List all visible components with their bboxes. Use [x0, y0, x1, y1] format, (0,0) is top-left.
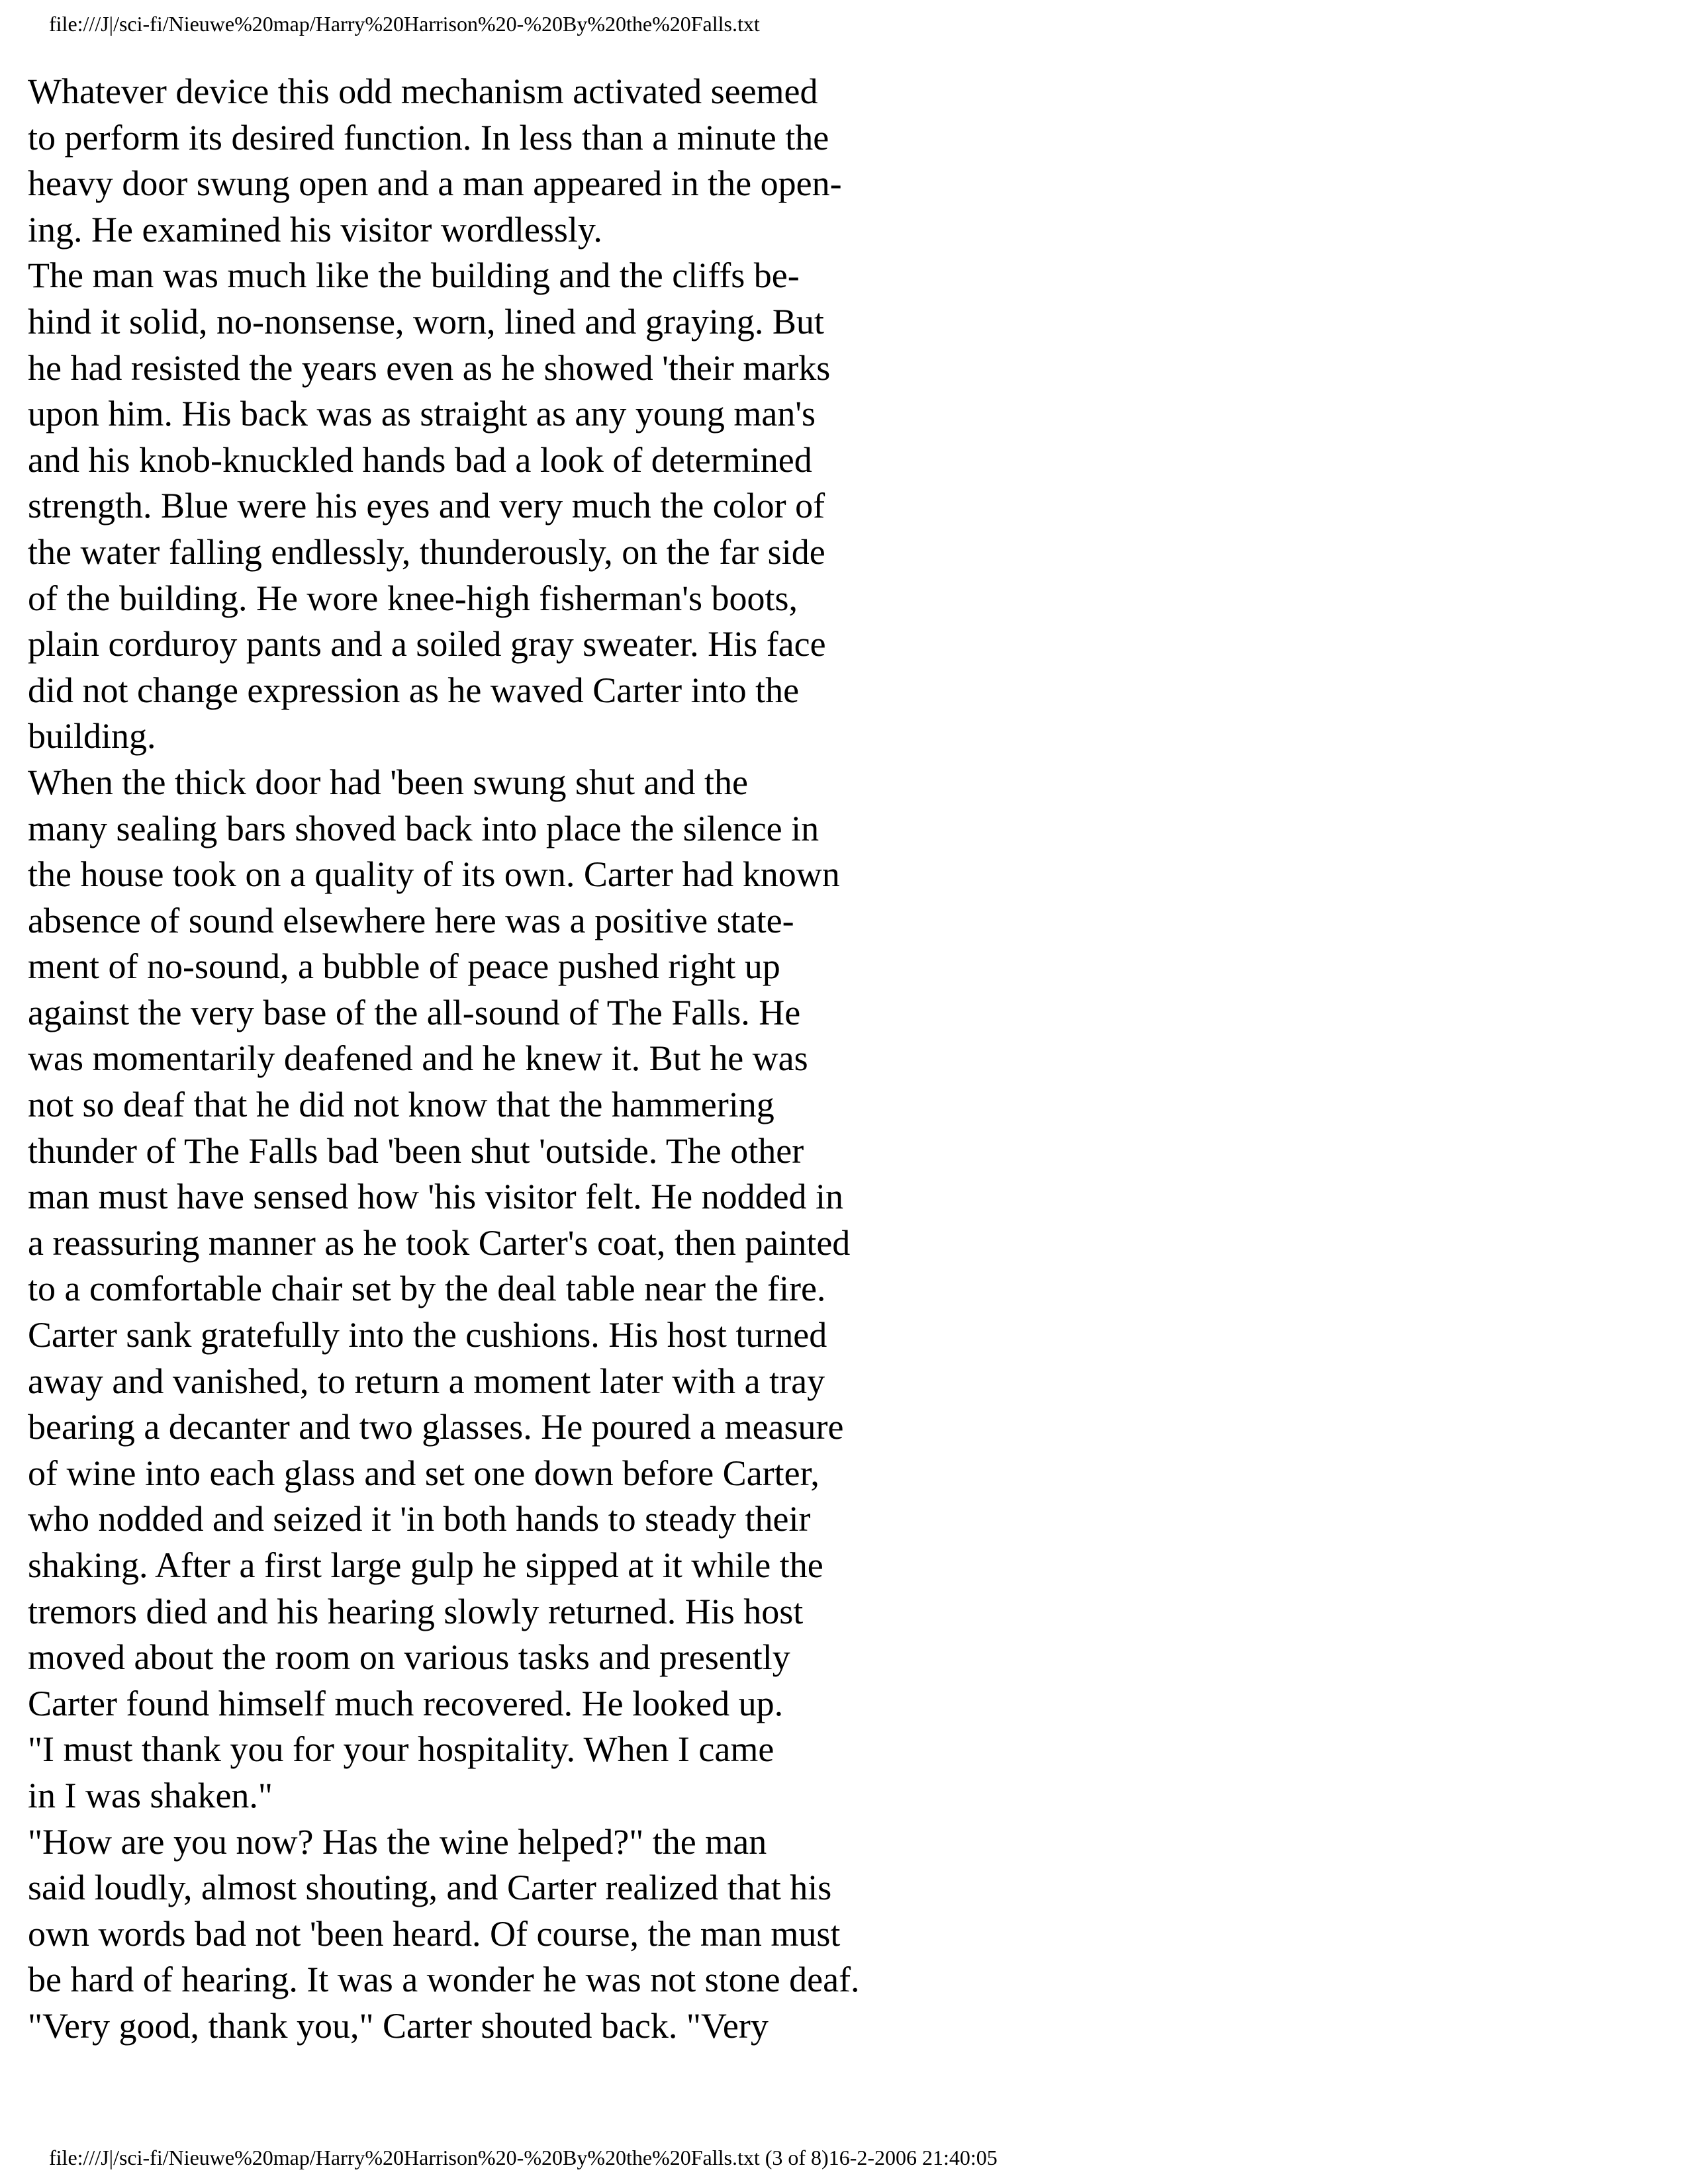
text-line: be hard of hearing. It was a wonder he was not stone deaf. — [28, 1960, 860, 2000]
text-line: against the very base of the all-sound of The Falls. He — [28, 992, 801, 1032]
text-line: not so deaf that he did not know that the hammering — [28, 1085, 774, 1125]
text-line: was momentarily deafened and he knew it. But he was — [28, 1038, 808, 1079]
text-line: and his knob-knuckled hands bad a look of determined — [28, 439, 812, 480]
text-line: Whatever device this odd mechanism activated seemed — [28, 71, 818, 111]
text-line: in I was shaken." — [28, 1775, 273, 1815]
text-line: the water falling endlessly, thunderously, on the far side — [28, 531, 825, 572]
text-line: thunder of The Falls bad 'been shut 'outside. The other — [28, 1130, 804, 1171]
text-line: bearing a decanter and two glasses. He poured a measure — [28, 1407, 844, 1447]
text-line: the house took on a quality of its own. Carter had known — [28, 854, 840, 895]
text-line: said loudly, almost shouting, and Carter realized that his — [28, 1868, 832, 1908]
header-file-path: file:///J|/sci-fi/Nieuwe%20map/Harry%20Harrison%20-%20By%20the%20Falls.txt — [49, 12, 760, 36]
text-line: who nodded and seized it 'in both hands to steady their — [28, 1499, 811, 1539]
text-line: a reassuring manner as he took Carter's coat, then painted — [28, 1222, 851, 1263]
text-line: did not change expression as he waved Carter into the — [28, 670, 800, 710]
text-line: strength. Blue were his eyes and very much the color of — [28, 486, 825, 526]
text-line: to a comfortable chair set by the deal table near the fire. — [28, 1269, 826, 1309]
text-line: When the thick door had 'been swung shut and the — [28, 762, 748, 802]
text-line: of the building. He wore knee-high fisherman's boots, — [28, 578, 798, 618]
text-line: of wine into each glass and set one down before Carter, — [28, 1453, 820, 1493]
text-line: shaking. After a first large gulp he sipped at it while the — [28, 1545, 823, 1585]
text-line: heavy door swung open and a man appeared in the open- — [28, 163, 842, 204]
text-line: own words bad not 'been heard. Of course, the man must — [28, 1913, 841, 1954]
text-line: upon him. His back was as straight as any young man's — [28, 394, 816, 434]
text-line: plain corduroy pants and a soiled gray sweater. His face — [28, 624, 826, 664]
text-line: moved about the room on various tasks and presently — [28, 1637, 790, 1678]
text-line: "Very good, thank you," Carter shouted back. "Very — [28, 2005, 769, 2046]
text-line: man must have sensed how 'his visitor felt. He nodded in — [28, 1177, 844, 1217]
footer-file-info: file:///J|/sci-fi/Nieuwe%20map/Harry%20Harrison%20-%20By%20the%20Falls.txt (3 of 8)16-2-2006 21:40:05 — [49, 2146, 998, 2169]
text-line: tremors died and his hearing slowly returned. His host — [28, 1591, 804, 1631]
text-line: away and vanished, to return a moment later with a tray — [28, 1361, 825, 1401]
text-line: hind it solid, no-nonsense, worn, lined and graying. But — [28, 301, 824, 341]
story-text — [28, 69, 968, 2050]
text-line: Carter sank gratefully into the cushions. His host turned — [28, 1315, 827, 1355]
text-line: The man was much like the building and the cliffs be- — [28, 255, 800, 296]
text-line: Carter found himself much recovered. He looked up. — [28, 1683, 784, 1723]
text-line: to perform its desired function. In less than a minute the — [28, 117, 829, 158]
text-line: ment of no-sound, a bubble of peace pushed right up — [28, 946, 780, 987]
text-line: many sealing bars shoved back into place the silence in — [28, 808, 820, 848]
text-line: "How are you now? Has the wine helped?" the man — [28, 1821, 767, 1862]
text-line: ing. He examined his visitor wordlessly. — [28, 209, 602, 250]
text-line: absence of sound elsewhere here was a positive state- — [28, 900, 794, 940]
text-line: building. — [28, 716, 156, 756]
text-line: "I must thank you for your hospitality. When I came — [28, 1729, 774, 1770]
text-line: he had resisted the years even as he showed 'their marks — [28, 347, 831, 388]
